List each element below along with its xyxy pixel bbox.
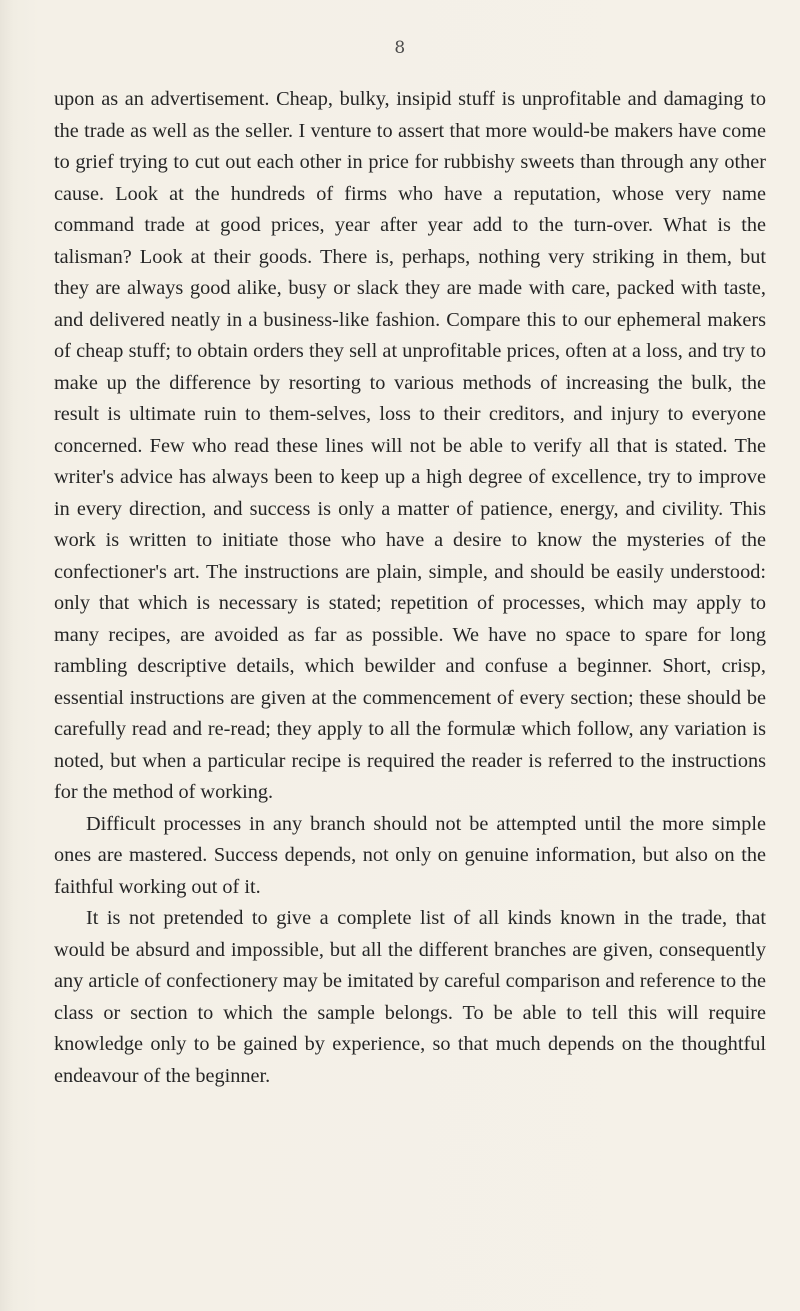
page-number: 8 [394, 38, 406, 58]
paragraph-continued: upon as an advertisement. Cheap, bulky, insipid stuff is unprofitable and damaging to the trade as well as the seller. I venture to assert that more would-be makers have come to grief trying to cut out each other in price for rubbishy sweets than through any other cause. Look at the hundreds of firms who have a reputation, whose very name command trade at good prices, year after year add to the turn-over. What is the talisman? Look at their goods. There is, perhaps, nothing very striking in them, but they are always good alike, busy or slack they are made with care, packed with taste, and delivered neatly in a business-like fashion. Compare this to our ephemeral makers of cheap stuff; to obtain orders they sell at unprofitable prices, often at a loss, and try to make up the difference by resorting to various methods of increasing the bulk, the result is ultimate ruin to them-selves, loss to their creditors, and injury to everyone concerned. Few who read these lines will not be able to verify all that is stated. The writer's advice has always been to keep up a high degree of excellence, try to improve in every direction, and success is only a matter of patience, energy, and civility. This work is written to initiate those who have a desire to know the mysteries of the confectioner's art. The instructions are plain, simple, and should be easily understood: only that which is necessary is stated; repetition of processes, which may apply to many recipes, are avoided as far as possible. We have no space to spare for long rambling descriptive details, which bewilder and confuse a beginner. Short, crisp, essential instructions are given at the commencement of every section; these should be carefully read and re-read; they apply to all the formulæ which follow, any variation is noted, but when a particular recipe is required the reader is referred to the instructions for the method of working. [54, 88, 766, 803]
paragraph-difficult-processes: Difficult processes in any branch should not be attempted until the more simple ones are mastered. Success depends, not only on genuine information, but also on the faithful working out of it. [54, 812, 766, 898]
body-text [54, 84, 766, 1092]
paragraph-complete-list: It is not pretended to give a complete list of all kinds known in the trade, that would be absurd and impossible, but all the different branches are given, consequently any article of confectionery may be imitated by careful comparison and reference to the class or section to which the sample belongs. To be able to tell this will require knowledge only to be gained by experience, so that much depends on the thoughtful endeavour of the beginner. [54, 907, 766, 1087]
